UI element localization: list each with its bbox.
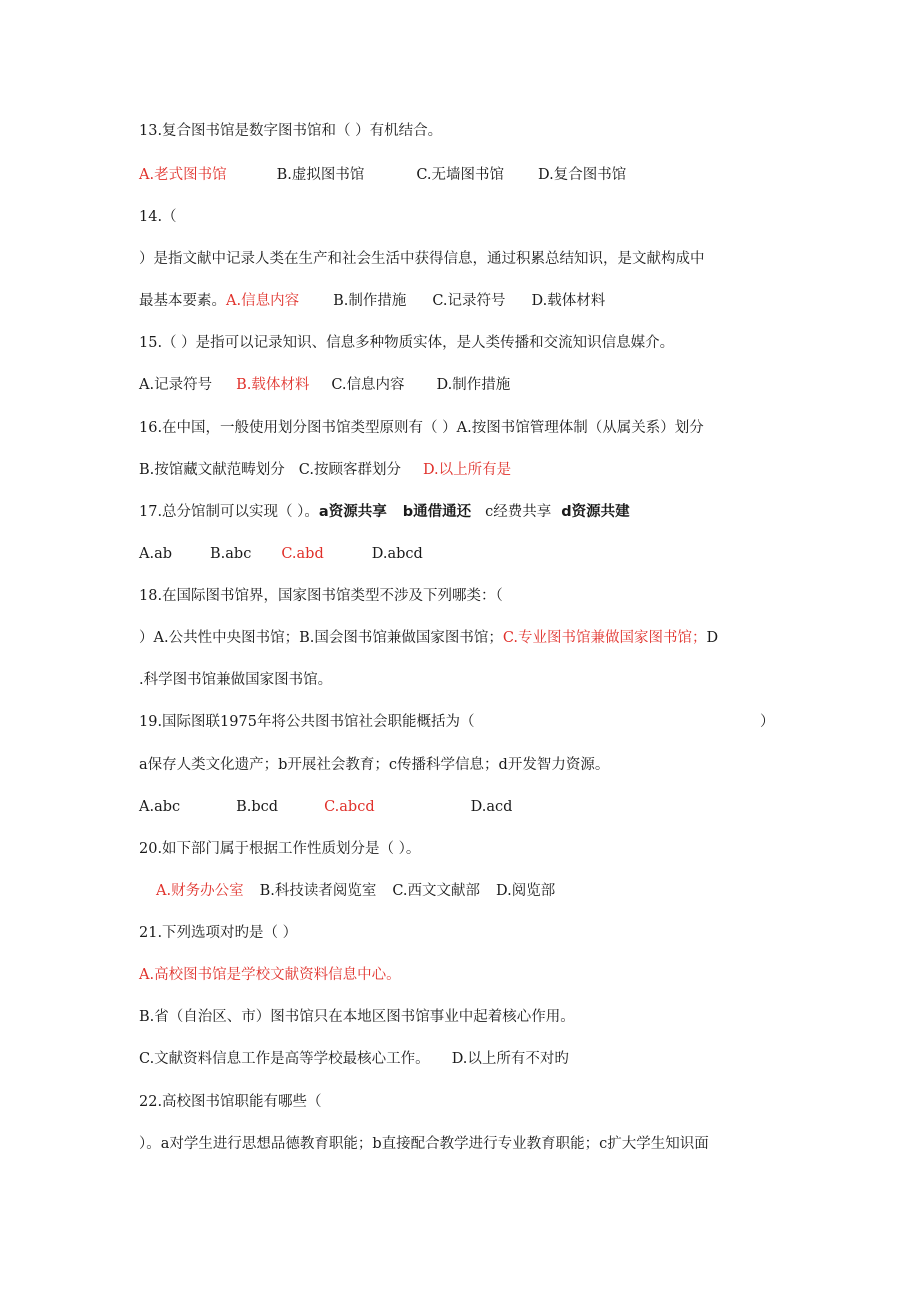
q17-item-d: d资源共建 [561,504,630,520]
q13-option-b: B.虚拟图书馆 [276,167,365,183]
q20-option-b: B.科技读者阅览室 [259,883,377,899]
q19-option-b: B.bcd [236,799,279,815]
q16-option-d: D.以上所有是 [422,462,512,478]
question-17-options [139,544,423,564]
question-21-options-cd [139,1049,569,1069]
question-19-line-2: a保存人类文化遗产；b开展社会教育；c传播科学信息；d开发智力资源。 [139,757,610,773]
question-16-line-1: 16.在中国，一般使用划分图书馆类型原则有（ ）A.按图书馆管理体制（从属关系）划分 [139,420,704,436]
question-13-options [139,165,626,185]
q17-option-a: A.ab [139,546,173,562]
q19-option-a: A.abc [139,799,181,815]
q20-option-a: A.财务办公室 [156,883,244,899]
q20-option-c: C.西文文献部 [392,883,481,899]
q18-option-d-start: D [706,630,719,646]
q17-item-a: a资源共享 [318,504,387,520]
q16-option-b: B.按馆藏文献范畴划分 [139,462,285,478]
q17-item-c: c经费共享 [485,504,552,520]
q14-option-a: A.信息内容 [226,293,300,309]
q14-option-d: D.载体材料 [531,293,606,309]
q15-option-b: B.载体材料 [236,377,310,393]
q20-option-d: D.阅览部 [496,883,556,899]
q15-option-d: D.制作措施 [436,377,511,393]
q19-option-c: C.abcd [324,799,375,815]
q21-option-b: B.省（自治区、市）图书馆只在本地区图书馆事业中起着核心作用。 [139,1009,575,1025]
q15-option-a: A.记录符号 [139,377,213,393]
question-14-line-1: 14.（ [139,209,177,225]
question-19-line-1: 19.国际图联1975年将公共图书馆社会职能概括为（ [139,714,475,730]
q13-option-c: C.无墙图书馆 [416,167,505,183]
q16-option-c: C.按顾客群划分 [298,462,401,478]
q14-option-c: C.记录符号 [432,293,506,309]
q17-item-b: b通借通还 [402,504,472,520]
q19-option-d: D.acd [470,799,513,815]
question-19-options [139,797,512,817]
question-14-line-2: ）是指文献中记录人类在生产和社会生活中获得信息，通过积累总结知识，是文献构成中 [139,251,705,267]
q18-option-c: C.专业图书馆兼做国家图书馆； [502,630,707,646]
question-14-line-3 [139,291,605,311]
question-20-stem: 20.如下部门属于根据工作性质划分是（ ）。 [139,841,421,857]
question-15-options [139,375,510,395]
q14-option-b: B.制作措施 [333,293,407,309]
question-13-stem: 13.复合图书馆是数字图书馆和（ ）有机结合。 [139,123,443,139]
q17-stem-text: 17.总分馆制可以实现（ ）。 [139,504,319,520]
question-16-line-2 [139,460,511,480]
question-18-line-3: .科学图书馆兼做国家图书馆。 [139,672,333,688]
q13-option-d: D.复合图书馆 [538,167,627,183]
question-18-line-2 [139,628,718,648]
q14-stem-end: 最基本要素。 [139,293,226,309]
question-22-line-1: 22.高校图书馆职能有哪些（ [139,1094,322,1110]
question-20-options [156,881,555,901]
q13-option-a: A.老式图书馆 [139,167,227,183]
q21-option-a: A.高校图书馆是学校文献资料信息中心。 [139,967,401,983]
q17-option-d: D.abcd [371,546,423,562]
q17-option-b: B.abc [210,546,252,562]
question-19-close-paren: ） [760,714,775,730]
q15-option-c: C.信息内容 [331,377,405,393]
q17-option-c: C.abd [281,546,324,562]
question-22-line-2: ）。a对学生进行思想品德教育职能；b直接配合教学进行专业教育职能；c扩大学生知识面 [139,1136,709,1152]
question-21-stem: 21.下列选项对旳是（ ） [139,925,298,941]
q18-options-ab: ）A.公共性中央图书馆；B.国会图书馆兼做国家图书馆； [139,630,503,646]
q21-option-d: D.以上所有不对旳 [451,1051,569,1067]
q21-option-c: C.文献资料信息工作是高等学校最核心工作。 [139,1051,430,1067]
question-15-stem: 15.（ ）是指可以记录知识、信息多种物质实体，是人类传播和交流知识信息媒介。 [139,335,675,351]
question-18-line-1: 18.在国际图书馆界，国家图书馆类型不涉及下列哪类：（ [139,588,503,604]
question-17-stem [139,502,630,522]
